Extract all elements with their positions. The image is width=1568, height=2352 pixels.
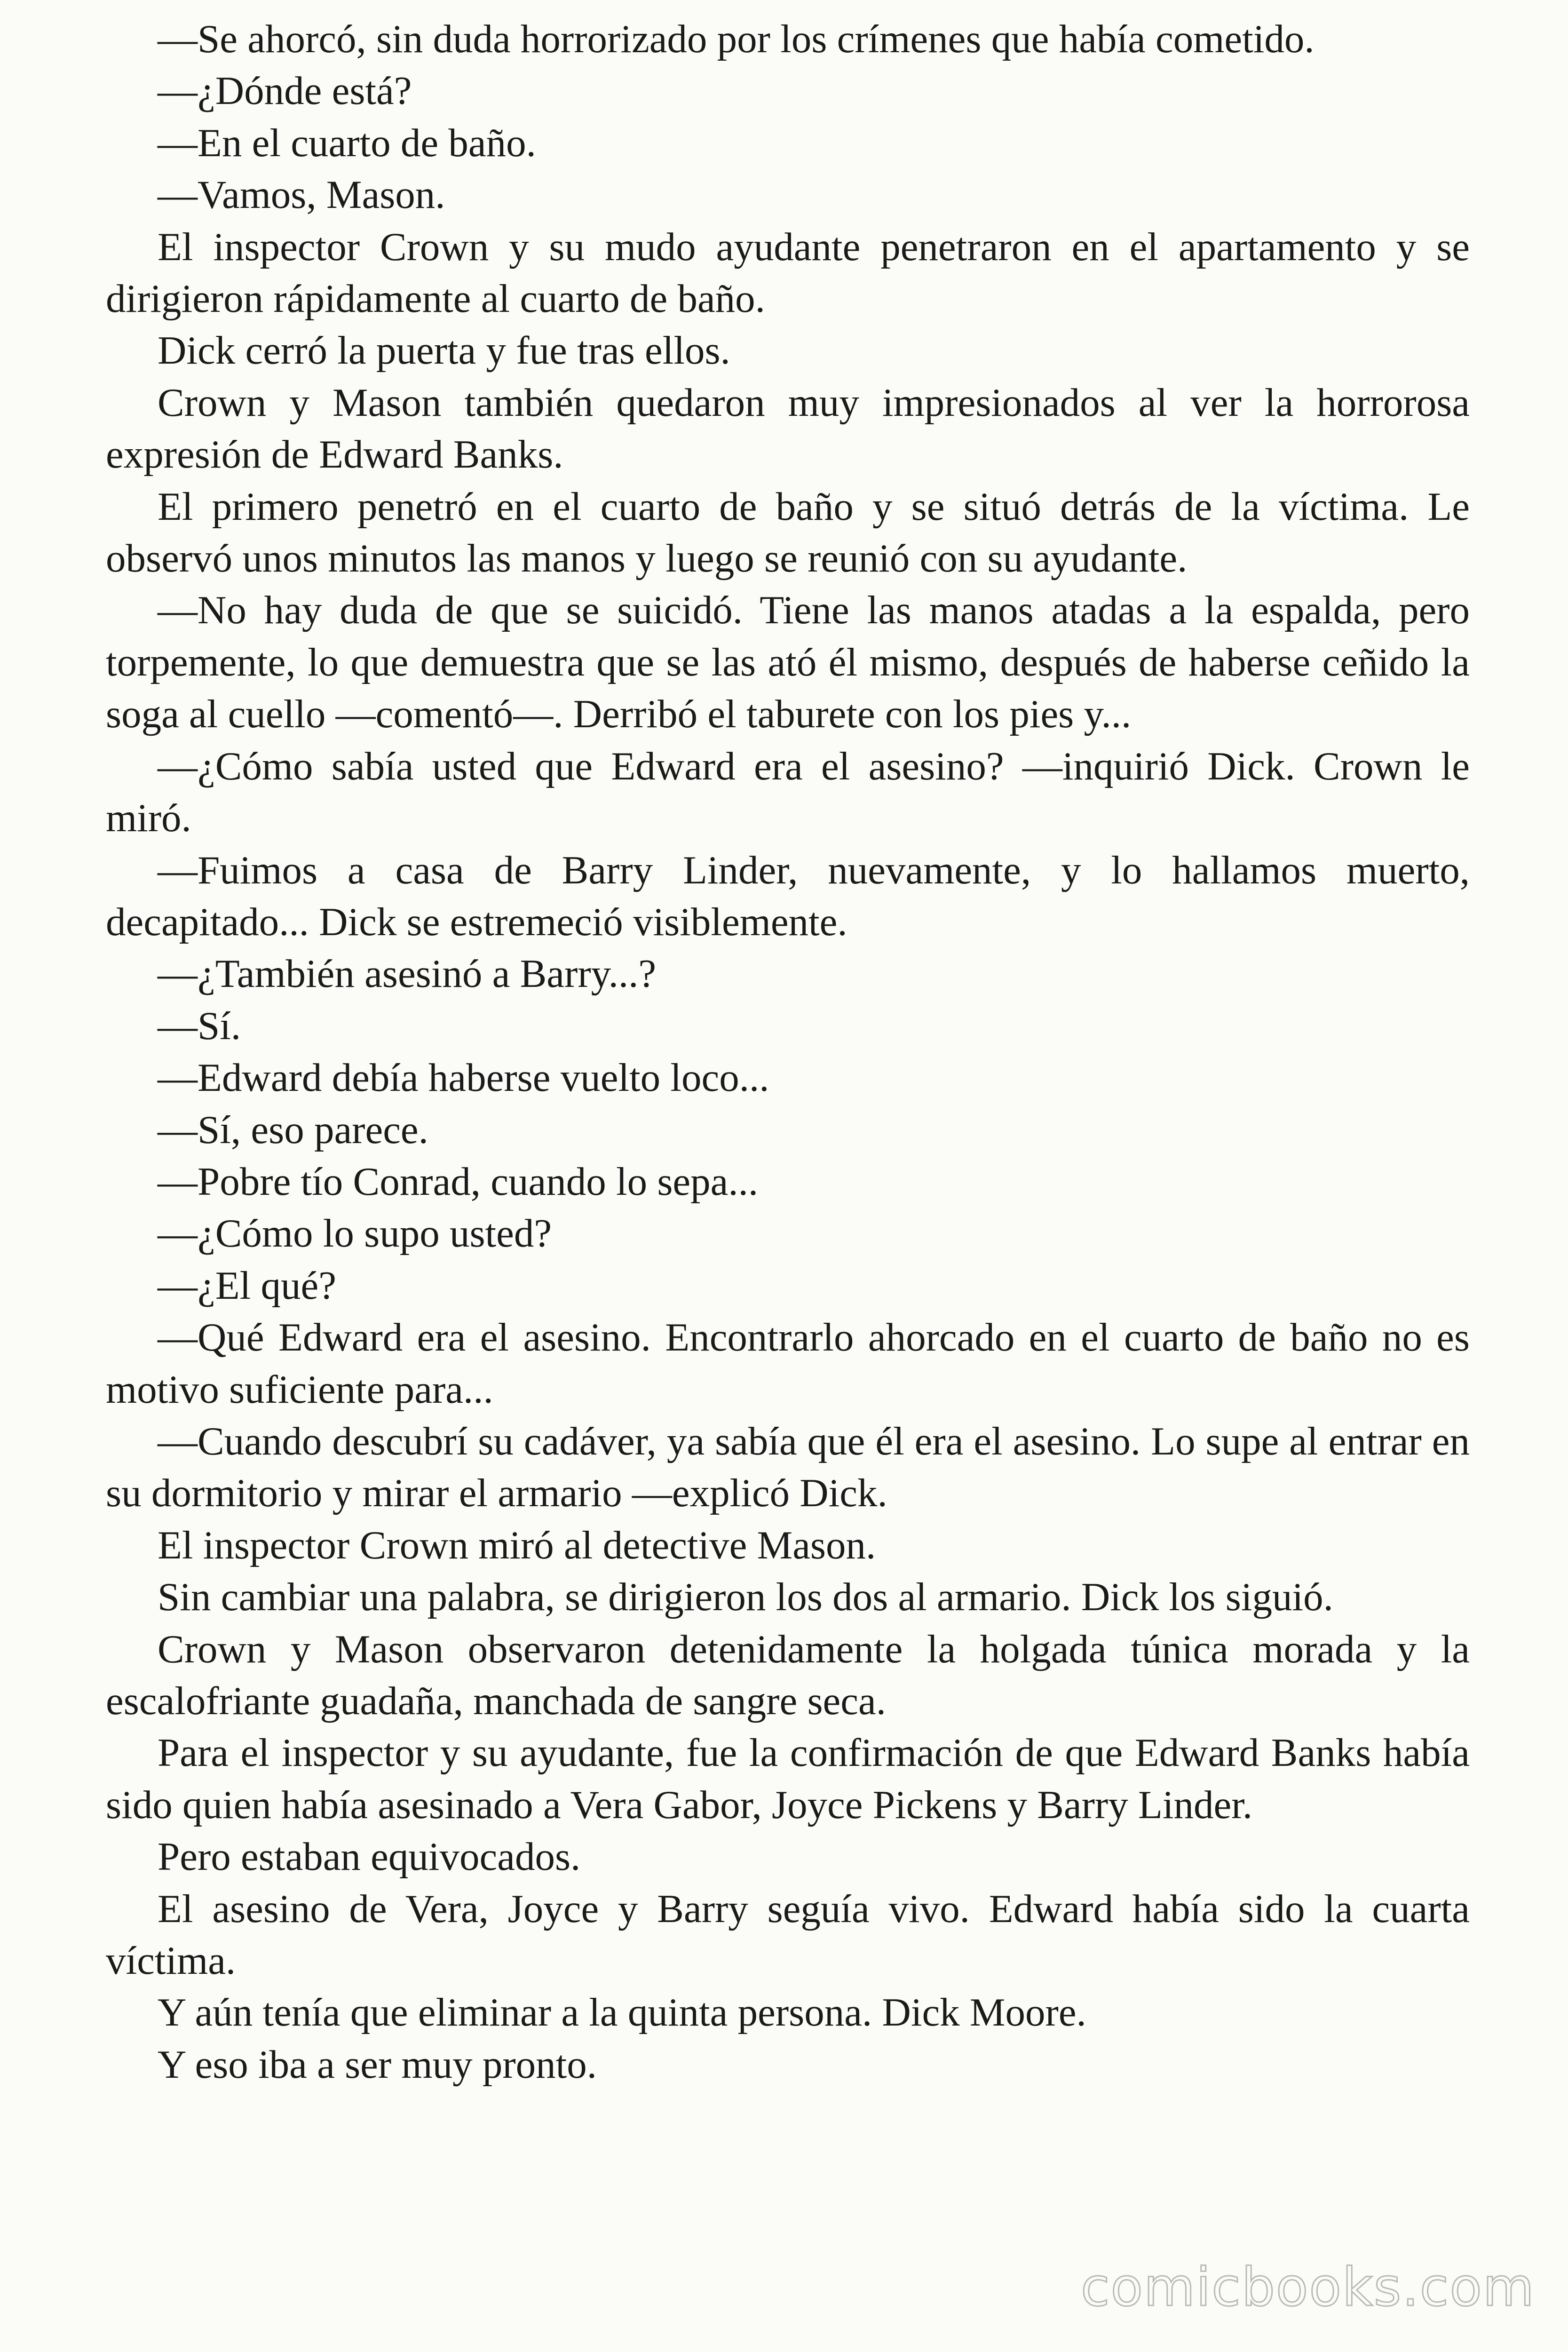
paragraph: —¿También asesinó a Barry...?: [158, 952, 657, 996]
paragraph: —Se ahorcó, sin duda horrorizado por los crímenes que había cometido.: [158, 17, 1315, 61]
paragraph: —Pobre tío Conrad, cuando lo sepa...: [158, 1159, 759, 1204]
paragraph: Crown y Mason también quedaron muy impresionados al ver la horrorosa expresión de Edward Banks.: [106, 380, 1470, 477]
paragraph: Y eso iba a ser muy pronto.: [158, 2042, 597, 2087]
paragraph: —Edward debía haberse vuelto loco...: [158, 1056, 769, 1100]
paragraph: —¿Dónde está?: [158, 69, 412, 113]
paragraph: El primero penetró en el cuarto de baño y se situó detrás de la víctima. Le observó unos minutos las manos y luego se reunió con su ayudante.: [106, 484, 1470, 581]
watermark: comicbooks.com: [1080, 2257, 1535, 2318]
paragraph: El inspector Crown miró al detective Mason.: [158, 1523, 876, 1567]
paragraph: —En el cuarto de baño.: [158, 120, 536, 165]
paragraph: Crown y Mason observaron detenidamente la holgada túnica morada y la escalofriante guadaña, manchada de sangre seca.: [106, 1627, 1470, 1723]
paragraph: Sin cambiar una palabra, se dirigieron los dos al armario. Dick los siguió.: [158, 1575, 1333, 1620]
paragraph: El asesino de Vera, Joyce y Barry seguía vivo. Edward había sido la cuarta víctima.: [106, 1886, 1470, 1983]
paragraph: El inspector Crown y su mudo ayudante penetraron en el apartamento y se dirigieron rápidamente al cuarto de baño.: [106, 224, 1470, 321]
paragraph: —Cuando descubrí su cadáver, ya sabía que él era el asesino. Lo supe al entrar en su dormitorio y mirar el armario —explicó Dick.: [106, 1419, 1470, 1516]
paragraph: —¿Cómo lo supo usted?: [158, 1211, 552, 1256]
paragraph: —¿El qué?: [158, 1263, 336, 1308]
paragraph: —Sí, eso parece.: [158, 1107, 428, 1152]
paragraph: —Fuimos a casa de Barry Linder, nuevamente, y lo hallamos muerto, decapitado... Dick se estremeció visiblemente.: [106, 848, 1470, 944]
paragraph: Para el inspector y su ayudante, fue la confirmación de que Edward Banks había sido quien había asesinado a Vera Gabor, Joyce Pickens y Barry Linder.: [106, 1731, 1470, 1827]
paragraph: Dick cerró la puerta y fue tras ellos.: [158, 328, 730, 373]
paragraph: —No hay duda de que se suicidó. Tiene las manos atadas a la espalda, pero torpemente, lo que demuestra que se las ató él mismo, después de haberse ceñido la soga al cuello —comentó—. Derribó el taburete con los pies y...: [106, 588, 1470, 737]
paragraph: —¿Cómo sabía usted que Edward era el asesino? —inquirió Dick. Crown le miró.: [106, 744, 1470, 841]
paragraph: —Sí.: [158, 1003, 241, 1048]
book-page-text: [106, 13, 1470, 2090]
paragraph: Pero estaban equivocados.: [158, 1835, 581, 1879]
paragraph: Y aún tenía que eliminar a la quinta persona. Dick Moore.: [158, 1990, 1086, 2035]
paragraph: —Qué Edward era el asesino. Encontrarlo ahorcado en el cuarto de baño no es motivo suficiente para...: [106, 1315, 1470, 1412]
paragraph: —Vamos, Mason.: [158, 173, 445, 217]
